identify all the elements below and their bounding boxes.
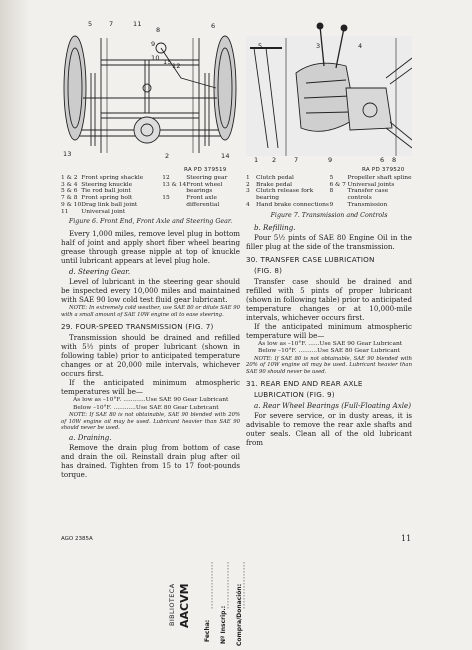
subheading-refilling: b. Refilling.: [254, 222, 296, 232]
note: NOTE: In extremely cold weather, use SAE 80 or dilute SAE 90 with a small amount of SAE 10W engine oil to ease steering.: [61, 305, 240, 318]
legend-text: Clutch release fork: [256, 188, 314, 195]
figure-6-illustration: [61, 18, 240, 173]
callout-12: 12: [172, 62, 181, 70]
legend-key: 1: [246, 175, 250, 181]
legend-text: Front spring shackle: [81, 175, 144, 181]
stamp-lines: [210, 562, 250, 612]
legend-row: [61, 188, 240, 195]
callout-8: 8: [392, 156, 397, 164]
figure-6-rapd: RA PD 379519: [184, 167, 227, 173]
legend-row: [246, 188, 412, 195]
legend-text: Transmission: [347, 201, 388, 208]
section-heading-31-fig: LUBRICATION (FIG. 9): [254, 389, 335, 399]
legend-row: [246, 182, 412, 189]
legend-key: 3: [246, 188, 250, 195]
library-stamp: [168, 560, 298, 646]
legend-text: Steering knuckle: [81, 181, 133, 188]
ago-number: AGO 2385A: [61, 536, 93, 542]
legend-text: bearing: [256, 195, 280, 202]
legend-text: Propeller shaft spline: [347, 175, 412, 181]
left-column: [61, 18, 240, 479]
section-heading-29: 29. FOUR-SPEED TRANSMISSION (FIG. 7): [61, 322, 214, 332]
callout-9: 9: [328, 156, 333, 164]
page-number: 11: [401, 534, 412, 543]
legend-row: [246, 195, 412, 202]
temperature-row: Below –10°F. ............Use SAE 80 Gear Lubricant: [73, 404, 219, 411]
legend-text: Brake pedal: [256, 181, 293, 188]
callout-10: 10: [151, 54, 160, 62]
legend-key: 13 & 14: [162, 181, 187, 188]
callout-15: 15: [163, 58, 172, 66]
legend-text: Front wheel: [186, 181, 223, 188]
paragraph: If the anticipated minimum atmospheric temperatures will be—: [61, 378, 240, 397]
temperature-row: Below –10°F. ..........Use SAE 80 Gear Lubricant: [258, 348, 400, 355]
callout-4: 4: [358, 42, 363, 50]
figure-7-caption: Figure 7. Transmission and Controls: [270, 211, 388, 219]
paragraph: Every 1,000 miles, remove level plug in bottom half of joint and apply short fiber wheel bearing grease through grease nipple at top of knuckle until lubricant appears at level plug hole.: [61, 229, 240, 266]
legend-text: Clutch pedal: [256, 175, 294, 181]
callout-5: 5: [88, 20, 93, 28]
legend-text: Hand brake connections: [256, 201, 329, 208]
legend-row: [246, 202, 412, 209]
legend-text: Drag link ball joint: [81, 201, 138, 208]
callout-1: 1: [254, 156, 259, 164]
paragraph: Level of lubricant in the steering gear should be inspected every 10,000 miles and maintained with SAE 90 low cold test fluid gear lubricant.: [61, 277, 240, 305]
callout-7: 7: [294, 156, 299, 164]
legend-key: [162, 202, 186, 209]
paragraph: Pour 5½ pints of SAE 80 Engine Oil in the filler plug at the side of the transmission.: [246, 232, 412, 251]
legend-text: [186, 209, 240, 216]
legend-key: 11: [61, 208, 69, 215]
legend-text: Front spring bolt: [81, 195, 133, 202]
note: NOTE: If SAE 80 is not obtainable, SAE 90 blended with 20% of 10W engine oil may be used. Lubricant heavier than SAE 90 should never be used.: [246, 355, 412, 375]
legend-key: [162, 209, 186, 216]
legend-text: Tie rod ball joint: [81, 188, 131, 195]
section-heading-30-fig: (FIG. 8): [254, 265, 283, 275]
legend-row: [246, 175, 412, 182]
paragraph: For severe service, or in dusty areas, it is advisable to remove the rear axle shafts and outer seals. Clean all of the old lubricant from: [246, 410, 412, 447]
legend-key: 9 & 10: [61, 201, 82, 208]
callout-2: 2: [272, 156, 277, 164]
paragraph: Transfer case should be drained and refilled with 5 pints of proper lubricant (shown in following table) prior to anticipated temperature changes or at 10,000-mile intervals, whichever occurs first.: [246, 276, 412, 322]
legend-text: Front axle: [186, 195, 217, 202]
legend-key: 5: [329, 175, 334, 181]
legend-text: controls: [347, 195, 372, 202]
section-heading-31: 31. REAR END AND REAR AXLE: [246, 378, 363, 388]
callout-8: 8: [156, 26, 161, 34]
legend-key: 12: [162, 175, 170, 181]
stamp-compra: Compra/Donación:: [236, 583, 243, 646]
legend-key: 9: [329, 201, 334, 208]
figure-7-rapd: RA PD 379520: [362, 167, 405, 173]
legend-text: bearings: [186, 188, 213, 195]
legend-row: [61, 195, 240, 202]
figure-7-legend: [246, 175, 412, 209]
callout-3: 3: [316, 42, 321, 50]
callout-11: 11: [133, 20, 142, 28]
note: NOTE: If SAE 80 is not obtainable, SAE 90 blended with 20% of 10W engine oil may be used. Lubricant heavier than SAE 90 should never be used.: [61, 412, 240, 432]
subheading-draining: a. Draining.: [69, 433, 112, 443]
legend-key: 5 & 6: [61, 188, 78, 195]
legend-key: 4: [246, 201, 250, 208]
legend-key: 15: [162, 195, 170, 202]
callout-6: 6: [211, 22, 216, 30]
callout-13: 13: [63, 150, 72, 158]
paragraph: Remove the drain plug from bottom of case and drain the oil. Reinstall drain plug after oil has drained. Tighten from 15 to 17 foot-pounds torque.: [61, 443, 240, 480]
callout-9: 9: [151, 40, 156, 48]
legend-key: [246, 195, 256, 202]
stamp-aacvm: AACVM: [178, 583, 191, 628]
stamp-inscrip: Nº Inscrip.:: [220, 605, 227, 644]
transmission-drawing: [246, 18, 412, 173]
subheading-rear-wheel-bearings: a. Rear Wheel Bearings (Full-Floating Axle): [254, 400, 411, 410]
legend-row: [61, 182, 240, 189]
subheading-steering-gear: d. Steering Gear.: [69, 267, 131, 277]
paragraph: Transmission should be drained and refilled with 5½ pints of proper lubricant (shown in following table) prior to anticipated temperature changes or at 20,000 mile intervals, whichever occurs first.: [61, 333, 240, 379]
legend-row: [61, 175, 240, 182]
legend-key: 2: [246, 181, 250, 188]
stamp-biblioteca: BIBLIOTECA: [168, 583, 176, 626]
right-column: [246, 18, 412, 447]
legend-key: 6 & 7: [329, 181, 346, 188]
figure-6-caption: Figure 6. Front End, Front Axle and Steering Gear.: [68, 218, 233, 226]
callout-14: 14: [221, 152, 230, 160]
temperature-row: As low as –10°F. ......Use SAE 90 Gear Lubricant: [258, 340, 403, 347]
temperature-row: As low as –10°F. ............Use SAE 90 Gear Lubricant: [73, 397, 229, 404]
legend-text: Transfer case: [347, 188, 389, 195]
legend-row: [61, 202, 240, 209]
callout-7: 7: [109, 20, 114, 28]
legend-key: 7 & 8: [61, 195, 78, 202]
legend-key: 3 & 4: [61, 181, 78, 188]
stamp-fecha: Fecha:: [204, 619, 211, 642]
figure-7-illustration: [246, 18, 412, 173]
legend-text: Steering gear: [186, 175, 228, 181]
callout-2: 2: [165, 152, 170, 160]
scan-shadow-edge: [0, 0, 30, 650]
legend-key: 8: [329, 188, 334, 195]
callout-5: 5: [258, 42, 263, 50]
legend-key: [329, 195, 347, 202]
paragraph: If the anticipated minimum atmospheric temperature will be—: [246, 321, 412, 340]
figure-6-legend: [61, 175, 240, 215]
legend-key: [162, 188, 186, 195]
legend-row: [61, 209, 240, 216]
legend-text: differential: [186, 201, 220, 208]
legend-text: Universal joints: [347, 181, 395, 188]
legend-key: 1 & 2: [61, 175, 78, 181]
legend-text: Universal joint: [81, 208, 126, 215]
section-heading-30: 30. TRANSFER CASE LUBRICATION: [246, 254, 375, 264]
callout-6: 6: [380, 156, 385, 164]
